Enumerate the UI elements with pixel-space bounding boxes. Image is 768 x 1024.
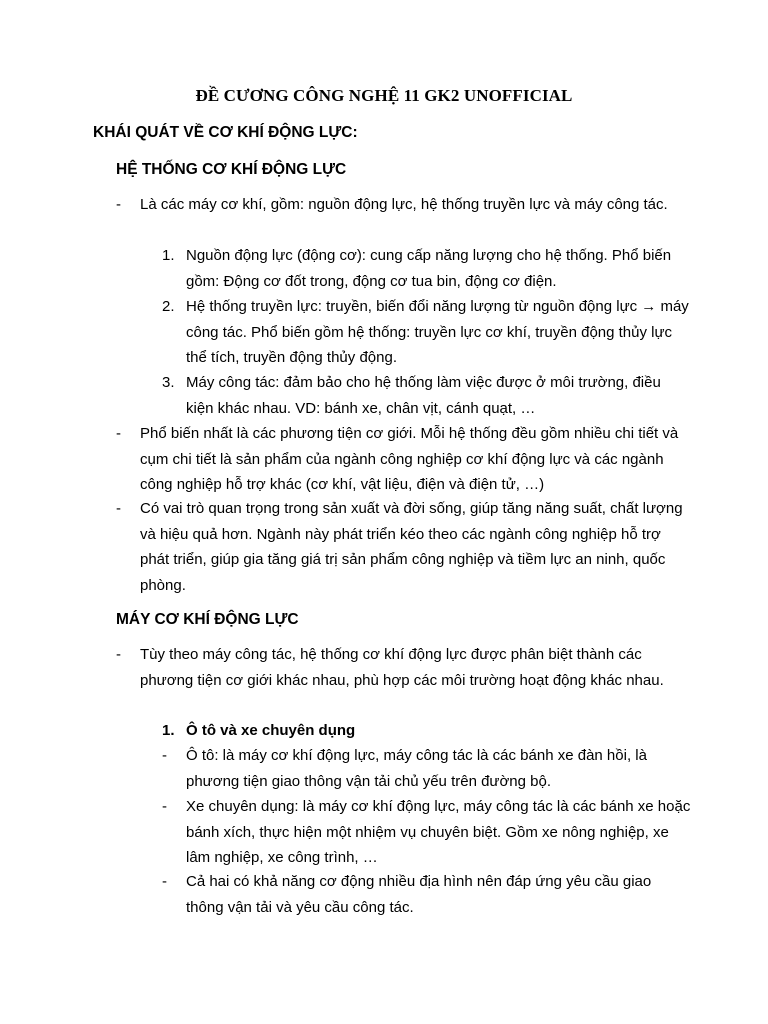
- sub-bullet-item: [162, 794, 692, 871]
- bullet-item: [116, 496, 686, 598]
- sub-bullet-item: [162, 869, 692, 920]
- bullet-marker: -: [162, 798, 167, 815]
- item-number: 3.: [162, 374, 175, 391]
- subheading-text: Ô tô và xe chuyên dụng: [186, 722, 356, 739]
- bullet-marker: -: [116, 646, 121, 663]
- numbered-item: [162, 294, 692, 371]
- item-number: 1.: [162, 722, 175, 739]
- bullet-text: Là các máy cơ khí, gồm: nguồn động lực, hệ thống truyền lực và máy công tác.: [140, 196, 668, 213]
- item-text: Nguồn động lực (động cơ): cung cấp năng lượng cho hệ thống. Phổ biến gồm: Động cơ đốt trong, động cơ tua bin, động cơ điện.: [186, 247, 672, 290]
- sub-bullet-item: [162, 743, 692, 794]
- sub-bullet-text: Ô tô: là máy cơ khí động lực, máy công tác là các bánh xe đàn hồi, là phương tiện giao thông vận tải chủ yếu trên đường bộ.: [186, 747, 647, 790]
- bullet-marker: -: [162, 747, 167, 764]
- bullet-text: Tùy theo máy công tác, hệ thống cơ khí động lực được phân biệt thành các phương tiện cơ giới khác nhau, phù hợp các môi trường hoạt động khác nhau.: [140, 646, 664, 689]
- sub-bullet-text: Xe chuyên dụng: là máy cơ khí động lực, máy công tác là các bánh xe hoặc bánh xích, thực hiện một nhiệm vụ chuyên biệt. Gồm xe nông nghiệp, xe lâm nghiệp, xe công trình, …: [186, 798, 691, 866]
- subsection-heading-system: HỆ THỐNG CƠ KHÍ ĐỘNG LỰC: [116, 161, 347, 178]
- sub-bullet-text: Cả hai có khả năng cơ động nhiều địa hình nên đáp ứng yêu cầu giao thông vận tải và yêu cầu công tác.: [186, 873, 652, 916]
- bullet-text: Phổ biến nhất là các phương tiện cơ giới. Mỗi hệ thống đều gồm nhiều chi tiết và cụm chi tiết là sản phẩm của ngành công nghiệp cơ khí động lực và các ngành công nghiệp hỗ trợ khác (cơ khí, vật liệu, điện và điện tử, …): [140, 425, 679, 493]
- bullet-text: Có vai trò quan trọng trong sản xuất và đời sống, giúp tăng năng suất, chất lượng và hiệu quả hơn. Ngành này phát triển kéo theo các ngành công nghiệp hỗ trợ phát triển, giúp gia tăng giá trị sản phẩm công nghiệp và tiềm lực an ninh, quốc phòng.: [140, 500, 683, 594]
- bullet-marker: -: [116, 425, 121, 442]
- item-text: Máy công tác: đảm bảo cho hệ thống làm việc được ở môi trường, điều kiện khác nhau. VD: bánh xe, chân vịt, cánh quạt, …: [186, 374, 661, 417]
- bullet-marker: -: [162, 873, 167, 890]
- numbered-item: [162, 370, 692, 421]
- item-number: 2.: [162, 298, 175, 315]
- numbered-item: [162, 243, 692, 294]
- numbered-subheading: [162, 718, 355, 744]
- item-number: 1.: [162, 247, 175, 264]
- subsection-heading-machines: MÁY CƠ KHÍ ĐỘNG LỰC: [116, 611, 299, 628]
- bullet-item: [116, 192, 686, 218]
- bullet-item: [116, 421, 686, 498]
- item-text: Hệ thống truyền lực: truyền, biến đổi năng lượng từ nguồn động lực → máy công tác. Phổ biến gồm hệ thống: truyền lực cơ khí, truyền động thủy lực thể tích, truyền động thủy động.: [186, 298, 689, 366]
- bullet-item: [116, 642, 686, 693]
- bullet-marker: -: [116, 196, 121, 213]
- section-heading-overview: KHÁI QUÁT VỀ CƠ KHÍ ĐỘNG LỰC:: [93, 124, 358, 141]
- bullet-marker: -: [116, 500, 121, 517]
- document-title: ĐỀ CƯƠNG CÔNG NGHỆ 11 GK2 UNOFFICIAL: [195, 86, 573, 105]
